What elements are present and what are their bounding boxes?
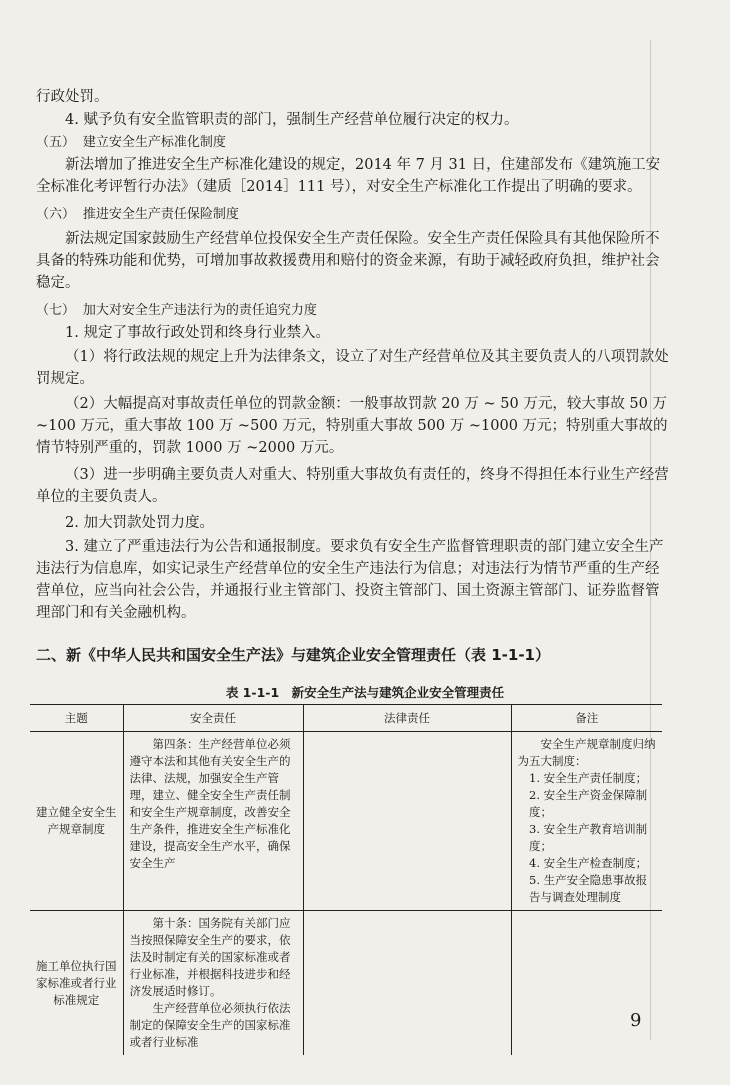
cell-note <box>511 732 662 911</box>
responsibility-table <box>30 704 662 1055</box>
header-safety-duty: 安全责任 <box>123 705 303 732</box>
note-item: 4. 安全生产检查制度； <box>529 856 648 870</box>
page-number: 9 <box>630 1010 642 1031</box>
table-header-row <box>30 705 662 732</box>
section-heading-6: （六） 推进安全生产责任保险制度 <box>36 207 239 222</box>
note-intro: 安全生产规章制度归纳为五大制度： <box>517 737 656 768</box>
sub-item-1: （1）将行政法规的规定上升为法律条文，设立了对生产经营单位及其主要负责人的八项罚款处罚规定。 <box>36 349 669 387</box>
table-row <box>30 732 662 911</box>
section-heading-two: 二、新《中华人民共和国安全生产法》与建筑企业安全管理责任（表 1-1-1） <box>36 646 550 664</box>
item-penalty: 1. 规定了事故行政处罚和终身行业禁入。 <box>65 325 330 341</box>
table-caption: 表 1-1-1 新安全生产法与建筑企业安全管理责任 <box>225 685 505 700</box>
section-heading-5: （五） 建立安全生产标准化制度 <box>36 135 226 150</box>
paragraph-standardization: 新法增加了推进安全生产标准化建设的规定，2014 年 7 月 31 日，住建部发布《建筑施工安全标准化考评暂行办法》（建质［2014］111 号），对安全生产标准化工作提出了明确的要求。 <box>36 157 661 195</box>
note-item: 1. 安全生产责任制度； <box>529 771 648 785</box>
paragraph-insurance: 新法规定国家鼓励生产经营单位投保安全生产责任保险。安全生产责任保险具有其他保险所不具备的特殊功能和优势，可增加事故救援费用和赔付的资金来源，有助于减轻政府负担，维护社会稳定。 <box>36 231 660 291</box>
cell-note <box>511 911 662 1056</box>
article-4: 第四条：生产经营单位必须遵守本法和其他有关安全生产的法律、法规，加强安全生产管理，建立、健全安全生产责任制和安全生产规章制度，改善安全生产条件，推进安全生产标准化建设，提高安全生产水平，确保安全生产 <box>129 737 291 870</box>
cell-topic: 建立健全安全生产规章制度 <box>36 805 117 836</box>
cell-legal <box>303 732 511 911</box>
section-heading-7: （七） 加大对安全生产违法行为的责任追究力度 <box>36 303 317 318</box>
cell-legal <box>303 911 511 1056</box>
text-line: 行政处罚。 <box>36 89 109 105</box>
header-note: 备注 <box>511 705 662 732</box>
list-item-4: 4. 赋予负有安全监管职责的部门，强制生产经营单位履行决定的权力。 <box>65 112 519 128</box>
sub-item-2: （2）大幅提高对事故责任单位的罚款金额：一般事故罚款 20 万 ~ 50 万元，较大事故 50 万 ~100 万元，重大事故 100 万 ~500 万元，特别重大事故 500 万 ~1000 万元；特别重大事故的情节特别严重的，罚款 1000 万 ~2000 万元。 <box>36 396 668 456</box>
sub-item-3: （3）进一步明确主要负责人对重大、特别重大事故负有责任的，终身不得担任本行业生产经营单位的主要负责人。 <box>36 467 669 505</box>
note-item: 2. 安全生产资金保障制度； <box>529 788 648 819</box>
note-item: 3. 安全生产教育培训制度； <box>529 822 648 853</box>
cell-duty <box>123 732 303 911</box>
header-legal-liability: 法律责任 <box>303 705 511 732</box>
cell-topic: 施工单位执行国家标准或者行业标准规定 <box>30 911 123 1056</box>
table-row <box>30 911 662 1056</box>
article-10: 第十条：国务院有关部门应当按照保障安全生产的要求，依法及时制定有关的国家标准或者行业标准，并根据科技进步和经济发展适时修订。 <box>129 916 291 998</box>
cell-duty <box>123 911 303 1056</box>
item-announcement: 3. 建立了严重违法行为公告和通报制度。要求负有安全生产监督管理职责的部门建立安全生产违法行为信息库，如实记录生产经营单位的安全生产违法行为信息；对违法行为情节严重的生产经营单位，应当向社会公告，并通报行业主管部门、投资主管部门、国土资源主管部门、证券监督管理部门和有关金融机构。 <box>36 539 664 621</box>
note-item: 5. 生产安全隐患事故报告与调查处理制度 <box>529 873 648 904</box>
header-topic: 主题 <box>30 705 123 732</box>
item-fines: 2. 加大罚款处罚力度。 <box>65 515 214 531</box>
article-10-continued: 生产经营单位必须执行依法制定的保障安全生产的国家标准或者行业标准 <box>129 1001 291 1049</box>
